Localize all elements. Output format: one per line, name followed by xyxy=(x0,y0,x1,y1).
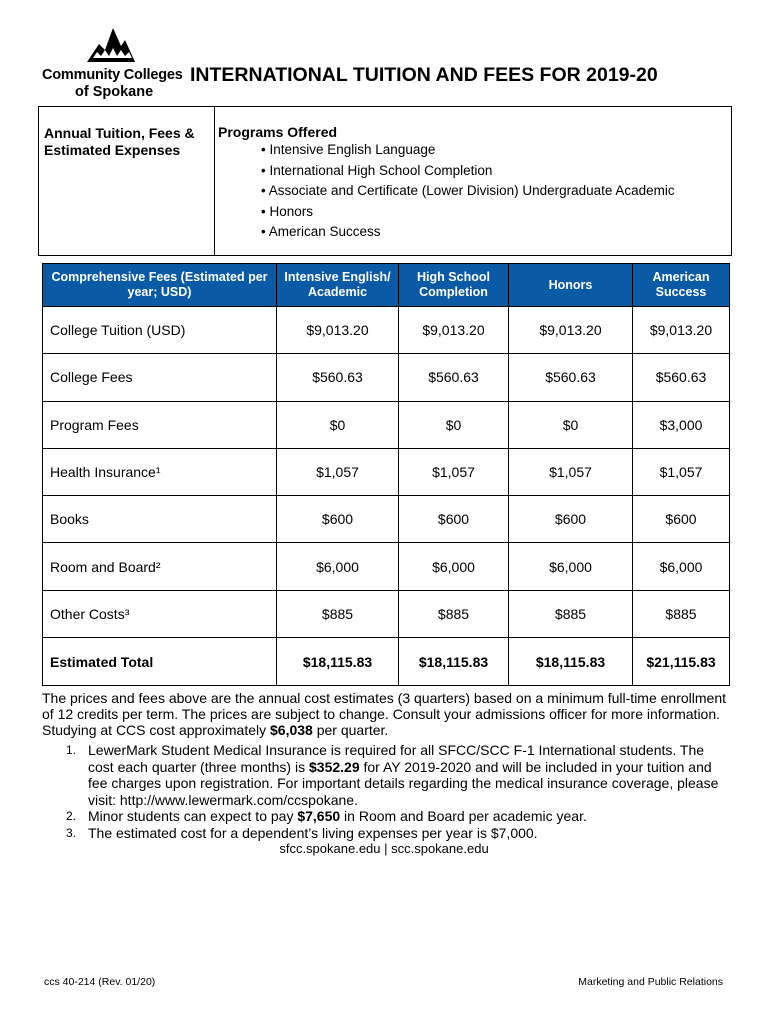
expenses-label: Annual Tuition, Fees & Estimated Expenses xyxy=(44,125,195,158)
table-cell: $1,057 xyxy=(633,448,730,495)
table-cell: $1,057 xyxy=(399,448,509,495)
program-item: • Intensive English Language xyxy=(261,142,436,157)
programs-heading: Programs Offered xyxy=(218,124,338,140)
row-label: Program Fees xyxy=(43,401,277,448)
page-title: INTERNATIONAL TUITION AND FEES FOR 2019-20 xyxy=(190,64,658,86)
table-row xyxy=(43,496,730,543)
header-high-school: High School Completion xyxy=(399,264,509,307)
table-cell: $560.63 xyxy=(509,354,633,401)
footnote-bold: $7,650 xyxy=(297,808,341,824)
header-american-success: American Success xyxy=(633,264,730,307)
table-cell: $0 xyxy=(399,401,509,448)
table-cell: $6,000 xyxy=(277,543,399,590)
footnote-text: for AY 2019-2020 and will be included in your tuition and fee charges upon registration. For important details regarding the medical insurance coverage, please visit: http://www.lewermark.com/ccspokane. xyxy=(88,758,719,808)
table-cell: $600 xyxy=(277,496,399,543)
table-header-row xyxy=(43,264,730,307)
table-cell: $1,057 xyxy=(509,448,633,495)
footnotes xyxy=(42,742,732,841)
table-cell: $1,057 xyxy=(277,448,399,495)
row-label: Books xyxy=(43,496,277,543)
table-row xyxy=(43,543,730,590)
table-cell: $18,115.83 xyxy=(509,638,633,686)
row-label: Health Insurance¹ xyxy=(43,448,277,495)
table-cell: $560.63 xyxy=(277,354,399,401)
cost-note xyxy=(42,690,732,738)
table-cell: $18,115.83 xyxy=(277,638,399,686)
table-cell: $3,000 xyxy=(633,401,730,448)
table-cell: $885 xyxy=(399,590,509,637)
table-row xyxy=(43,590,730,637)
table-row xyxy=(43,401,730,448)
row-label: Estimated Total xyxy=(43,638,277,686)
mountain-logo-icon xyxy=(85,24,137,64)
table-row xyxy=(43,448,730,495)
footnote-item xyxy=(42,742,732,808)
websites: sfcc.spokane.edu | scc.spokane.edu xyxy=(279,841,489,856)
table-row xyxy=(43,354,730,401)
table-cell: $9,013.20 xyxy=(277,307,399,354)
table-cell: $560.63 xyxy=(633,354,730,401)
program-item: • American Success xyxy=(261,224,381,239)
table-cell: $600 xyxy=(399,496,509,543)
table-cell: $600 xyxy=(633,496,730,543)
fees-table xyxy=(42,263,730,686)
department-footer: Marketing and Public Relations xyxy=(578,976,723,988)
footnote-text: Minor students can expect to pay xyxy=(88,808,298,824)
table-cell: $0 xyxy=(277,401,399,448)
table-row xyxy=(43,307,730,354)
table-cell: $18,115.83 xyxy=(399,638,509,686)
note-suffix: per quarter. xyxy=(312,722,389,738)
footnote-bold: $352.29 xyxy=(309,758,360,775)
table-cell: $600 xyxy=(509,496,633,543)
table-cell: $9,013.20 xyxy=(633,307,730,354)
row-label: College Tuition (USD) xyxy=(43,307,277,354)
footnote-number: 1. xyxy=(66,743,77,757)
table-cell: $885 xyxy=(509,590,633,637)
table-cell: $6,000 xyxy=(633,543,730,590)
footnote-text: LewerMark Student Medical Insurance is required for all SFCC/SCC F-1 International students. The cost each quarter (three months) is xyxy=(88,742,705,775)
note-amount: $6,038 xyxy=(270,722,313,738)
table-cell: $9,013.20 xyxy=(399,307,509,354)
footnote-text: The estimated cost for a dependent’s living expenses per year is $7,000. xyxy=(88,824,538,841)
row-label: Room and Board² xyxy=(43,543,277,590)
table-cell: $6,000 xyxy=(509,543,633,590)
header-honors: Honors xyxy=(509,264,633,307)
table-cell: $6,000 xyxy=(399,543,509,590)
programs-list xyxy=(261,140,675,243)
table-cell: $560.63 xyxy=(399,354,509,401)
footnote-item xyxy=(42,808,732,825)
footnote-number: 2. xyxy=(66,809,77,823)
total-row xyxy=(43,638,730,686)
table-cell: $885 xyxy=(277,590,399,637)
box-divider xyxy=(214,107,215,255)
footnote-number: 3. xyxy=(66,825,77,840)
footnote-item xyxy=(42,825,732,842)
program-item: • International High School Completion xyxy=(261,162,493,178)
row-label: Other Costs³ xyxy=(43,590,277,637)
row-label: College Fees xyxy=(43,354,277,401)
note-text: The prices and fees above are the annual cost estimates (3 quarters) based on a minimum full-time enrollment of 12 credits per term. The prices are subject to change. Consult your admissions officer for more information. Studying at CCS cost approximately xyxy=(42,690,727,738)
programs-box xyxy=(38,106,732,256)
logo-text-line1: Community Colleges xyxy=(42,67,183,83)
footnote-text: in Room and Board per academic year. xyxy=(340,808,587,824)
program-item: • Honors xyxy=(261,203,313,219)
table-cell: $9,013.20 xyxy=(509,307,633,354)
header-comprehensive-fees: Comprehensive Fees (Estimated per year; USD) xyxy=(43,264,277,307)
logo-text-line2: of Spokane xyxy=(75,84,154,100)
table-cell: $21,115.83 xyxy=(633,638,730,686)
table-cell: $0 xyxy=(509,401,633,448)
header-intensive-english: Intensive English/ Academic xyxy=(277,264,399,307)
form-number: ccs 40-214 (Rev. 01/20) xyxy=(44,976,156,988)
table-cell: $885 xyxy=(633,590,730,637)
program-item: • Associate and Certificate (Lower Division) Undergraduate Academic xyxy=(261,183,675,198)
